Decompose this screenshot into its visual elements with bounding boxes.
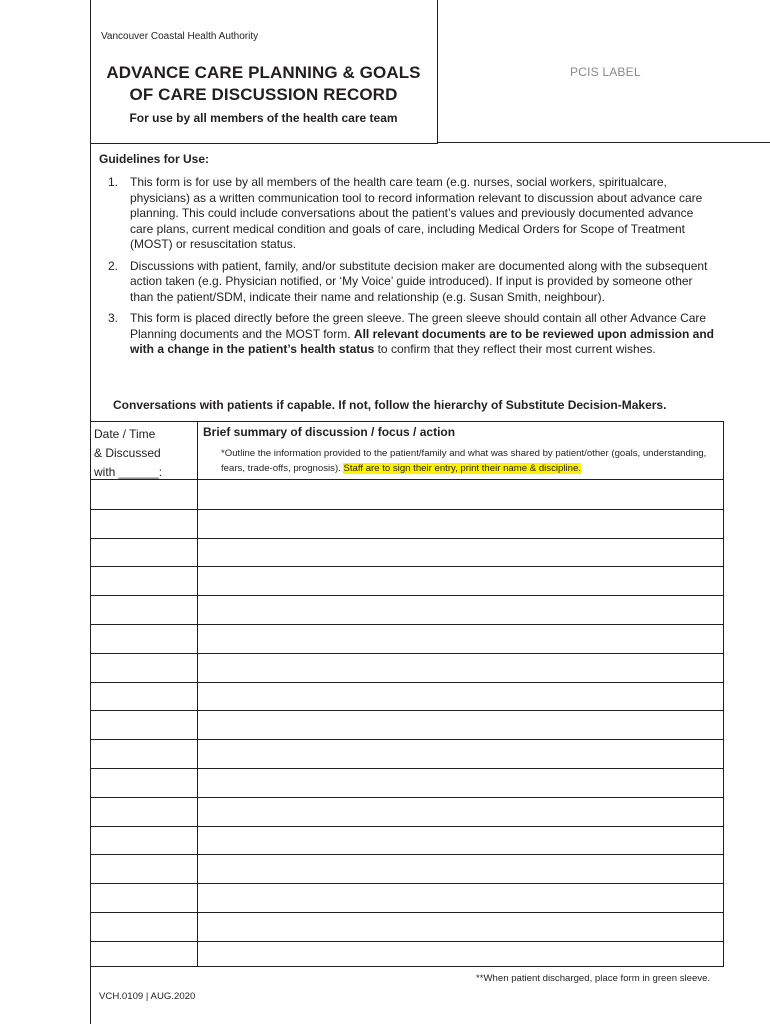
table-row[interactable] bbox=[91, 797, 723, 826]
discharge-note: **When patient discharged, place form in green sleeve. bbox=[476, 973, 711, 984]
date-header-line3: with ______: bbox=[94, 465, 163, 479]
table-row[interactable] bbox=[91, 710, 723, 739]
table-row[interactable] bbox=[91, 941, 723, 970]
guideline-text: Discussions with patient, family, and/or substitute decision maker are documented along with the subsequent action taken (e.g. Physician notified, or ‘My Voice’ guide introduced). If input is provided by someone other than the patient/SDM, indicate their name and relationship (e.g. Susan Smith, neighbour). bbox=[130, 258, 708, 304]
guidelines-list bbox=[108, 175, 718, 364]
discussion-table bbox=[91, 421, 724, 967]
guidelines-heading: Guidelines for Use: bbox=[99, 152, 210, 166]
form-subtitle: For use by all members of the health care team bbox=[129, 111, 398, 125]
conversation-note: Conversations with patients if capable. If not, follow the hierarchy of Substitute Decision-Makers. bbox=[113, 398, 667, 412]
guideline-text: This form is for use by all members of the health care team (e.g. nurses, social workers, spiritualcare, physicians) as a written communication tool to record information relevant to discussion about advance care planning. This could include conversations about the patient’s values and previously documented advance care plans, current medical condition and goals of care, including Medical Orders for Scope of Treatment (MOST) or resuscitation status. bbox=[130, 175, 703, 251]
form-title-line1: ADVANCE CARE PLANNING & GOALS bbox=[106, 63, 421, 82]
table-row[interactable] bbox=[91, 538, 723, 567]
table-row[interactable] bbox=[91, 509, 723, 538]
guideline-emphasis: All relevant documents are to be reviewed upon admission and with a change in the patient’s health status bbox=[130, 326, 714, 356]
form-title-line2: OF CARE DISCUSSION RECORD bbox=[129, 85, 398, 104]
table-row[interactable] bbox=[91, 480, 723, 509]
summary-instructions bbox=[221, 446, 716, 476]
guideline-number: 1. bbox=[108, 175, 119, 189]
organization-name: Vancouver Coastal Health Authority bbox=[101, 31, 259, 42]
table-row[interactable] bbox=[91, 883, 723, 912]
guideline-item-2 bbox=[108, 259, 718, 306]
table-row[interactable] bbox=[91, 682, 723, 711]
table-row[interactable] bbox=[91, 826, 723, 855]
date-header-line2: & Discussed bbox=[94, 446, 161, 460]
table-row[interactable] bbox=[91, 912, 723, 941]
form-id: VCH.0109 | AUG.2020 bbox=[99, 991, 196, 1002]
date-column-header bbox=[94, 425, 162, 482]
table-row[interactable] bbox=[91, 566, 723, 595]
table-row[interactable] bbox=[91, 595, 723, 624]
header-divider bbox=[437, 142, 770, 143]
highlighted-instruction: Staff are to sign their entry, print their name & discipline. bbox=[343, 463, 581, 474]
table-row[interactable] bbox=[91, 653, 723, 682]
guideline-number: 3. bbox=[108, 311, 119, 325]
date-header-line1: Date / Time bbox=[94, 427, 156, 441]
guideline-item-3 bbox=[108, 311, 718, 358]
guideline-text-end: to confirm that they reflect their most current wishes. bbox=[374, 342, 656, 356]
guideline-number: 2. bbox=[108, 258, 119, 273]
summary-instruction-text: *Outline the information provided to the patient/family and what was shared by patient/other (goals, understanding, fears, trade-offs, prognosis). bbox=[221, 448, 707, 474]
table-row[interactable] bbox=[91, 624, 723, 653]
guideline-item-1 bbox=[108, 175, 718, 253]
guideline-text: This form is placed directly before the green sleeve. The green sleeve should contain all other Advance Care Planning documents and the MOST form. bbox=[130, 311, 707, 341]
form-title bbox=[92, 62, 435, 106]
table-row[interactable] bbox=[91, 768, 723, 797]
table-row[interactable] bbox=[91, 854, 723, 883]
pcis-label-area: PCIS LABEL bbox=[570, 65, 641, 79]
table-row[interactable] bbox=[91, 739, 723, 768]
summary-column-header: Brief summary of discussion / focus / action bbox=[203, 425, 456, 439]
